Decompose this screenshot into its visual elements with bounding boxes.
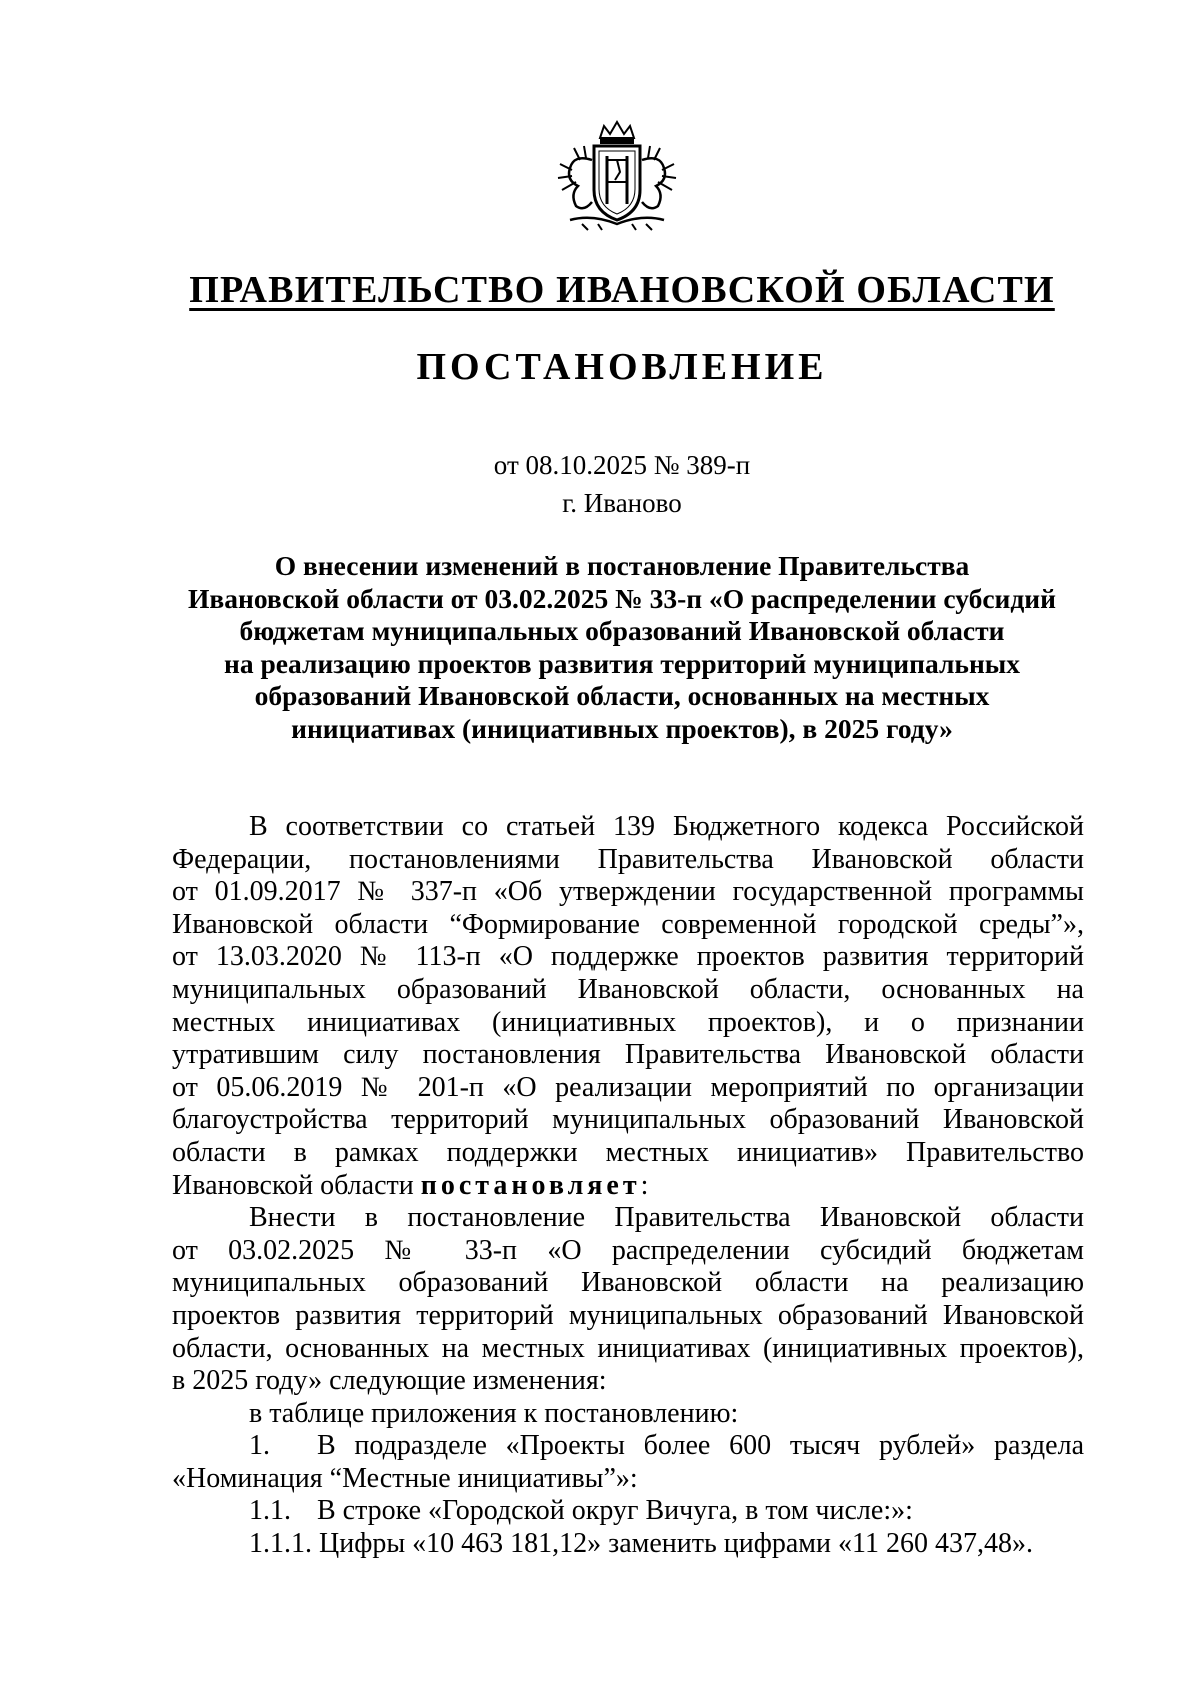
subject-line: Ивановской области от 03.02.2025 № 33-п «О распределении субсидий	[188, 582, 1056, 614]
subject-line: О внесении изменений в постановление Правительства	[274, 550, 970, 581]
city: г. Иваново	[562, 488, 682, 518]
document-subject	[160, 550, 1084, 745]
body-line: «Номинация “Местные инициативы”»:	[172, 1462, 638, 1494]
body-line: от 05.06.2019 № 201-п «О реализации мероприятий по организации	[172, 1071, 1084, 1103]
body-line: области в рамках поддержки местных инициатив» Правительство	[172, 1136, 1084, 1168]
item-number: 1.	[249, 1430, 270, 1462]
body-line: в таблице приложения к постановлению:	[249, 1397, 739, 1429]
coat-of-arms-icon	[552, 120, 682, 232]
document-body	[172, 811, 1084, 1561]
body-line: Ивановской области “Формирование современной городской среды”»,	[172, 908, 1084, 940]
government-title: ПРАВИТЕЛЬСТВО ИВАНОВСКОЙ ОБЛАСТИ	[189, 269, 1055, 311]
body-line: муниципальных образований Ивановской области на реализацию	[172, 1267, 1084, 1299]
subject-line: инициативах (инициативных проектов), в 2025 году»	[291, 712, 953, 744]
body-line: от 03.02.2025 № 33-п «О распределении субсидий бюджетам	[172, 1234, 1084, 1266]
body-line: в 2025 году» следующие изменения:	[172, 1365, 607, 1397]
body-line: местных инициативах (инициативных проектов), и о признании	[172, 1006, 1084, 1038]
body-line: от 01.09.2017 № 337-п «Об утверждении государственной программы	[172, 876, 1084, 908]
document-type: ПОСТАНОВЛЕНИЕ	[416, 346, 828, 388]
subject-line: образований Ивановской области, основанных на местных	[254, 680, 990, 711]
list-item: 1.1. В строке «Городской округ Вичуга, в том числе:»:	[249, 1495, 913, 1527]
decree-word: постановляет	[420, 1169, 641, 1201]
body-line: В соответствии со статьей 139 Бюджетного кодекса Российской	[249, 811, 1084, 842]
body-line: муниципальных образований Ивановской области, основанных на	[172, 973, 1084, 1005]
subject-line: бюджетам муниципальных образований Ивановской области	[239, 615, 1005, 646]
item-number: 1.1.	[249, 1495, 291, 1527]
body-line: проектов развития территорий муниципальных образований Ивановской	[172, 1299, 1084, 1331]
body-line: Федерации, постановлениями Правительства Ивановской области	[172, 843, 1084, 875]
body-line: Ивановской области постановляет:	[172, 1169, 649, 1201]
body-line: от 13.03.2020 № 113-п «О поддержке проектов развития территорий	[172, 941, 1084, 973]
subject-line: на реализацию проектов развития территорий муниципальных	[223, 647, 1021, 679]
date-number: от 08.10.2025 № 389-п	[493, 450, 751, 480]
body-line: благоустройства территорий муниципальных образований Ивановской	[172, 1104, 1084, 1136]
list-item: 1.1.1. Цифры «10 463 181,12» заменить цифрами «11 260 437,48».	[249, 1528, 1033, 1560]
body-line: области, основанных на местных инициативах (инициативных проектов),	[172, 1332, 1084, 1364]
list-item: 1. В подразделе «Проекты более 600 тысяч рублей» раздела	[249, 1430, 1084, 1462]
body-line: утратившим силу постановления Правительства Ивановской области	[172, 1039, 1084, 1071]
body-line: Внести в постановление Правительства Ивановской области	[249, 1202, 1084, 1234]
